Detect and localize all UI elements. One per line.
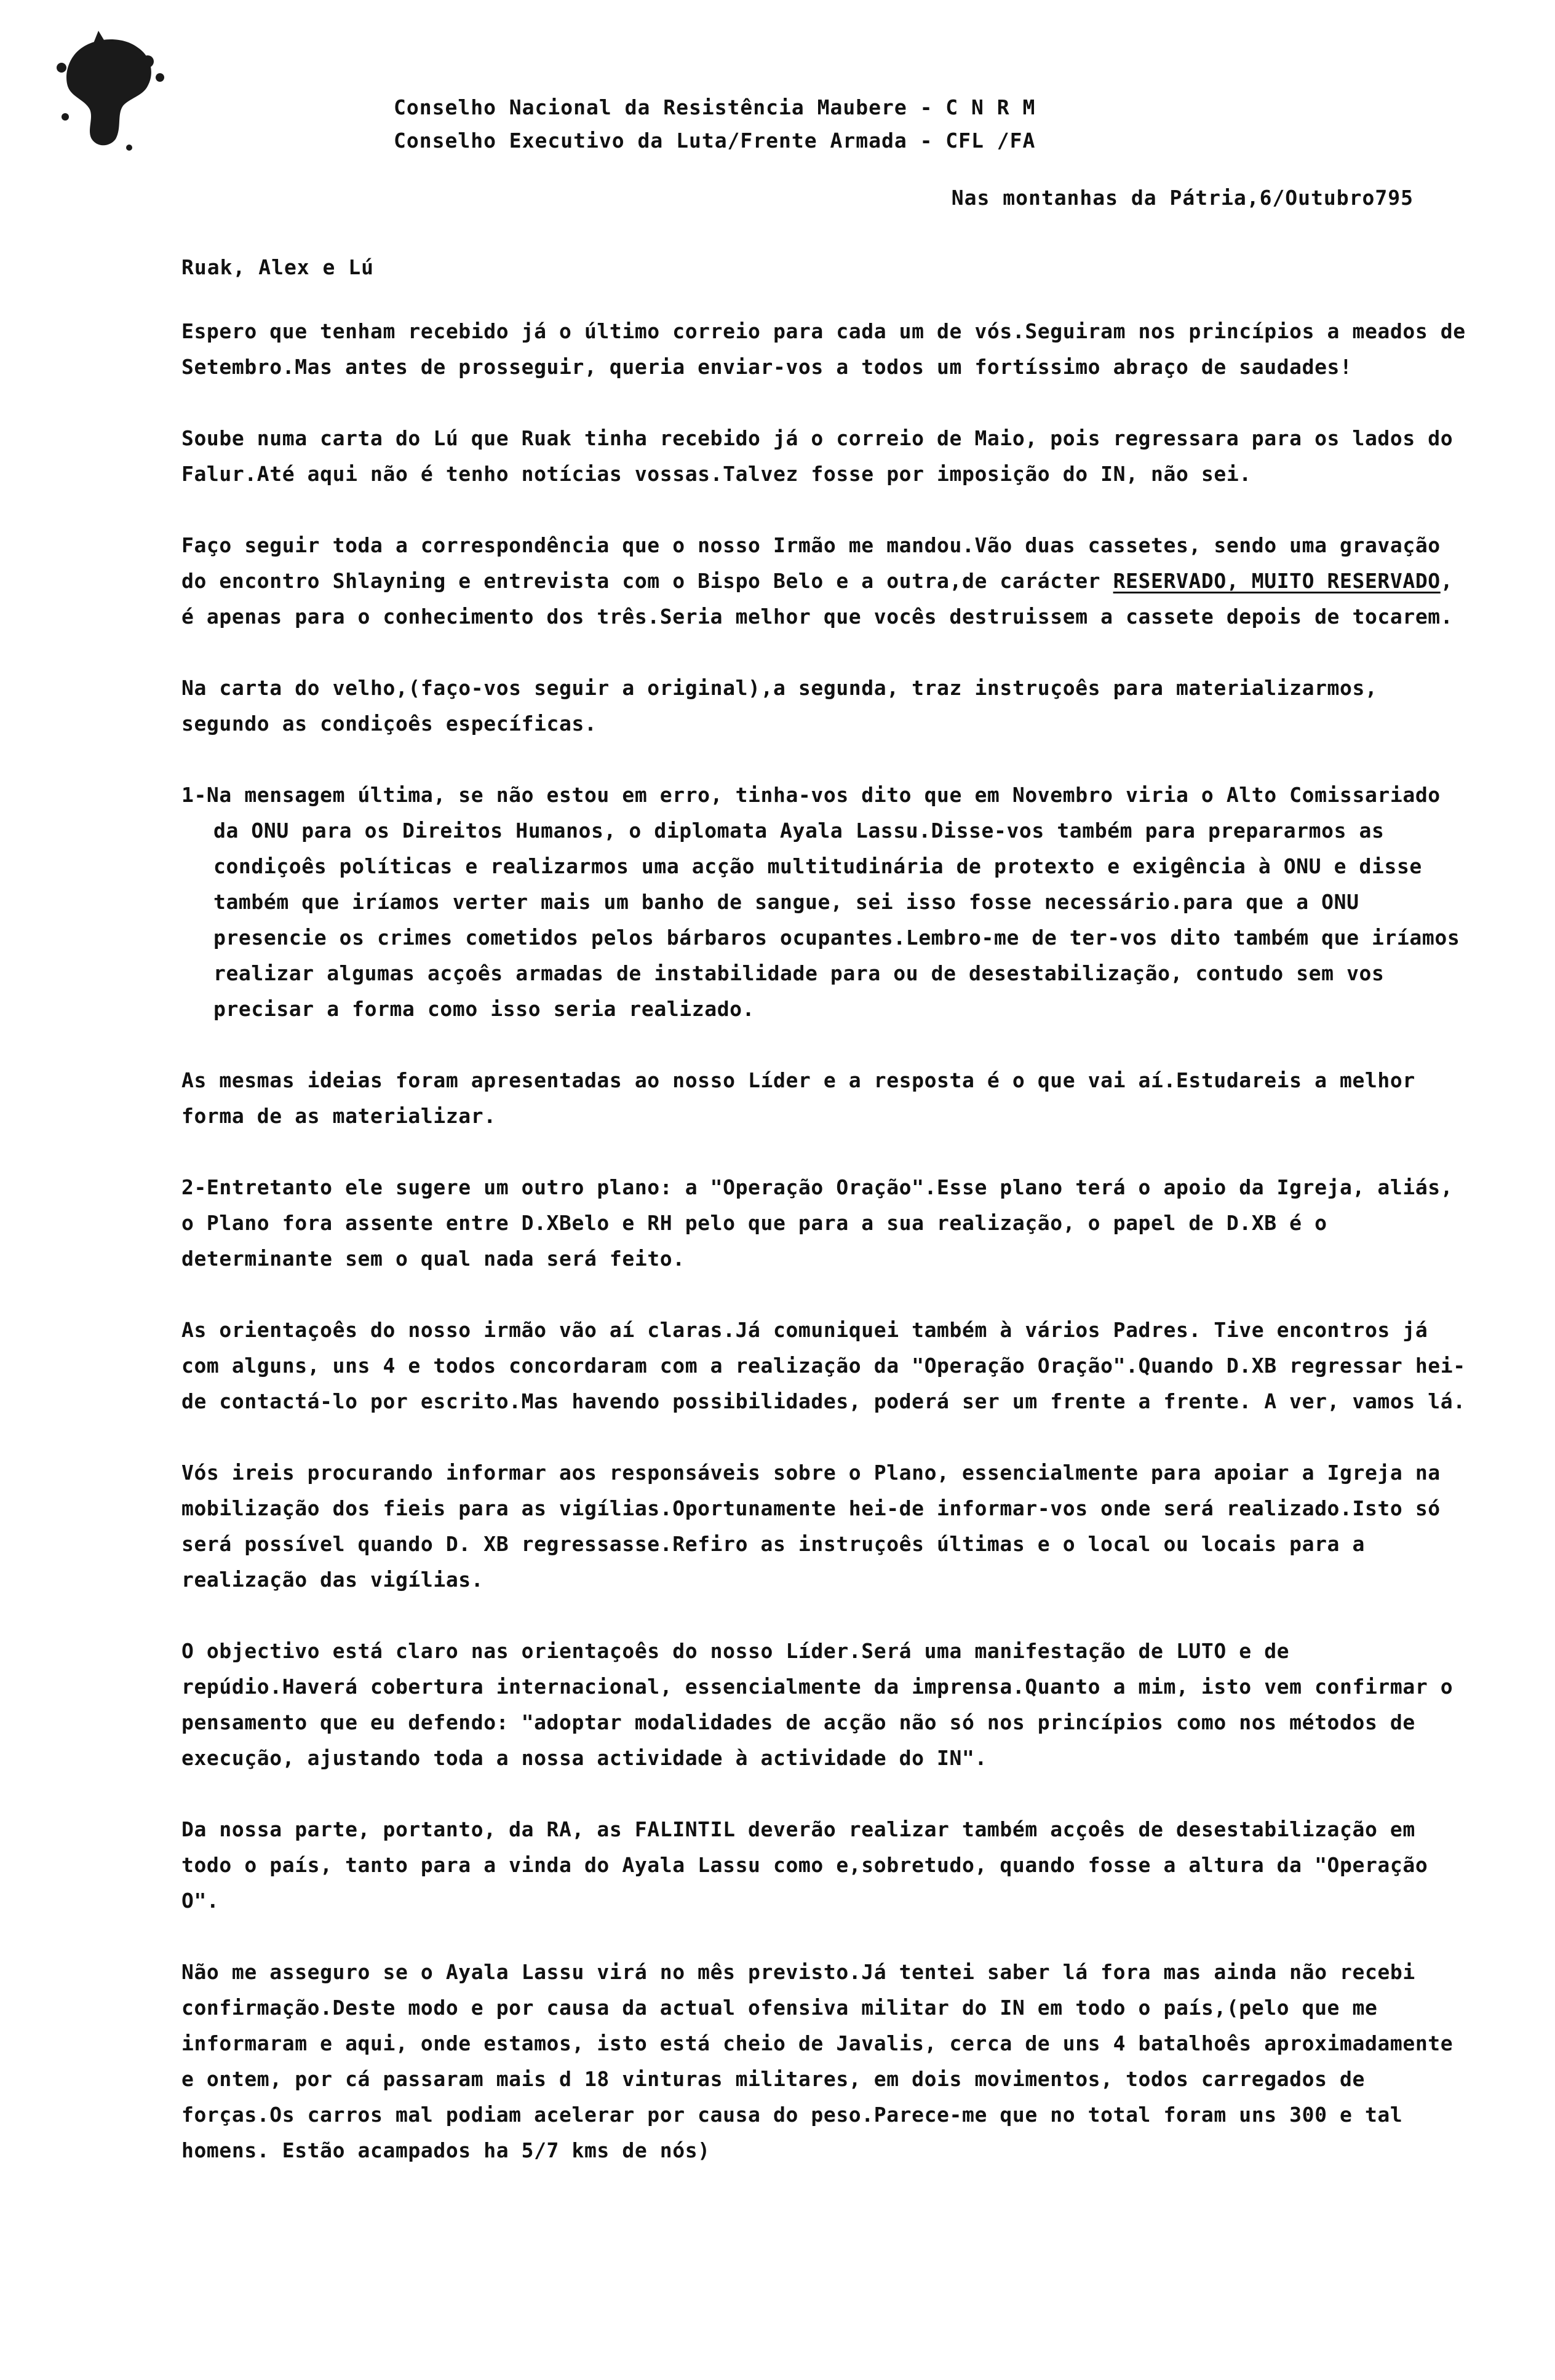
emblem-logo	[37, 25, 185, 160]
dateline: Nas montanhas da Pátria,6/Outubro795	[951, 186, 1414, 210]
reserved-marking: RESERVADO, MUITO RESERVADO	[1113, 569, 1441, 593]
point-2: 2-Entretanto ele sugere um outro plano: a "Operação Oração".Esse plano terá o apoio da Igreja, aliás, o Plano fora assente entre D.XBelo e RH pelo que para a sua realização, o papel de D.XB é o determinante sem o qual nada será feito.	[181, 1175, 1454, 1271]
paragraph-1: Espero que tenham recebido já o último correio para cada um de vós.Seguiram nos princípios a meados de Setembro.Mas antes de prosseguir, queria enviar-vos a todos um fortíssimo abraço de saudades!	[181, 319, 1466, 379]
paragraph-3	[181, 528, 1473, 635]
letterhead-line-1: Conselho Nacional da Resistência Maubere - C N R M	[394, 95, 1036, 119]
salutation: Ruak, Alex e Lú	[181, 255, 375, 279]
paragraph-3-text-start: Faço seguir toda a correspondência que o nosso Irmão me mandou.Vão duas cassetes, sendo uma gravação do encontro Shlayning e entrevista com o Bispo Belo e a outra,de carácter	[181, 533, 1441, 593]
letter-body	[181, 314, 1473, 2204]
paragraph-11: Da nossa parte, portanto, da RA, as FALINTIL deverão realizar também acçoês de desestabilização em todo o país, tanto para a vinda do Ayala Lassu como e,sobretudo, quando fosse a altura da "Operação O".	[181, 1817, 1428, 1913]
paragraph-12: Não me asseguro se o Ayala Lassu virá no mês previsto.Já tentei saber lá fora mas ainda não recebi confirmação.Deste modo e por causa da actual ofensiva militar do IN em todo o país,(pelo que me informaram e aqui, onde estamos, isto está cheio de Javalis, cerca de uns 4 batalhoês aproximadamente e ontem, por cá passaram mais d 18 vinturas militares, em dois movimentos, todos carregados de forças.Os carros mal podiam acelerar por causa do peso.Parece-me que no total foram uns 300 e tal homens. Estão acampados ha 5/7 kms de nós)	[181, 1960, 1454, 2162]
paragraph-6: As mesmas ideias foram apresentadas ao nosso Líder e a resposta é o que vai aí.Estudareis a melhor forma de as materializar.	[181, 1068, 1415, 1128]
paragraph-8: As orientaçoês do nosso irmão vão aí claras.Já comuniquei também à vários Padres. Tive encontros já com alguns, uns 4 e todos concordaram com a realização da "Operação Oração".Quando D.XB regressar hei-de contactá-lo por escrito.Mas havendo possibilidades, poderá ser um frente a frente. A ver, vamos lá.	[181, 1318, 1466, 1413]
paragraph-3-text-end: , é apenas para o conhecimento dos três.Seria melhor que vocês destruissem a cassete depois de tocarem.	[181, 569, 1454, 629]
paragraph-4: Na carta do velho,(faço-vos seguir a original),a segunda, traz instruçoês para materializarmos, segundo as condiçoês específicas.	[181, 676, 1378, 736]
paragraph-9: Vós ireis procurando informar aos responsáveis sobre o Plano, essencialmente para apoiar a Igreja na mobilização dos fieis para as vigílias.Oportunamente hei-de informar-vos onde será realizado.Isto só será possível quando D. XB regressasse.Refiro as instruçoês últimas e o local ou locais para a realização das vigílias.	[181, 1461, 1441, 1592]
letterhead-line-2: Conselho Executivo da Luta/Frente Armada - CFL /FA	[394, 129, 1036, 153]
letterhead	[394, 91, 1035, 157]
paragraph-2: Soube numa carta do Lú que Ruak tinha recebido já o correio de Maio, pois regressara para os lados do Falur.Até aqui não é tenho notícias vossas.Talvez fosse por imposição do IN, não sei.	[181, 426, 1454, 486]
paragraph-10: O objectivo está claro nas orientaçoês do nosso Líder.Será uma manifestação de LUTO e de repúdio.Haverá cobertura internacional, essencialmente da imprensa.Quanto a mim, isto vem confirmar o pensamento que eu defendo: "adoptar modalidades de acção não só nos princípios como nos métodos de execução, ajustando toda a nossa actividade à actividade do IN".	[181, 1639, 1454, 1770]
point-1: 1-Na mensagem última, se não estou em erro, tinha-vos dito que em Novembro viria o Alto Comissariado da ONU para os Direitos Humanos, o diplomata Ayala Lassu.Disse-vos também para prepararmos as condiçoês políticas e realizarmos uma acção multitudinária de protexto e exigência à ONU e disse também que iríamos verter mais um banho de sangue, sei isso fosse necessário.para que a ONU presencie os crimes cometidos pelos bárbaros ocupantes.Lembro-me de ter-vos dito também que iríamos realizar algumas acçoês armadas de instabilidade para ou de desestabilização, contudo sem vos precisar a forma como isso seria realizado.	[181, 783, 1460, 1021]
